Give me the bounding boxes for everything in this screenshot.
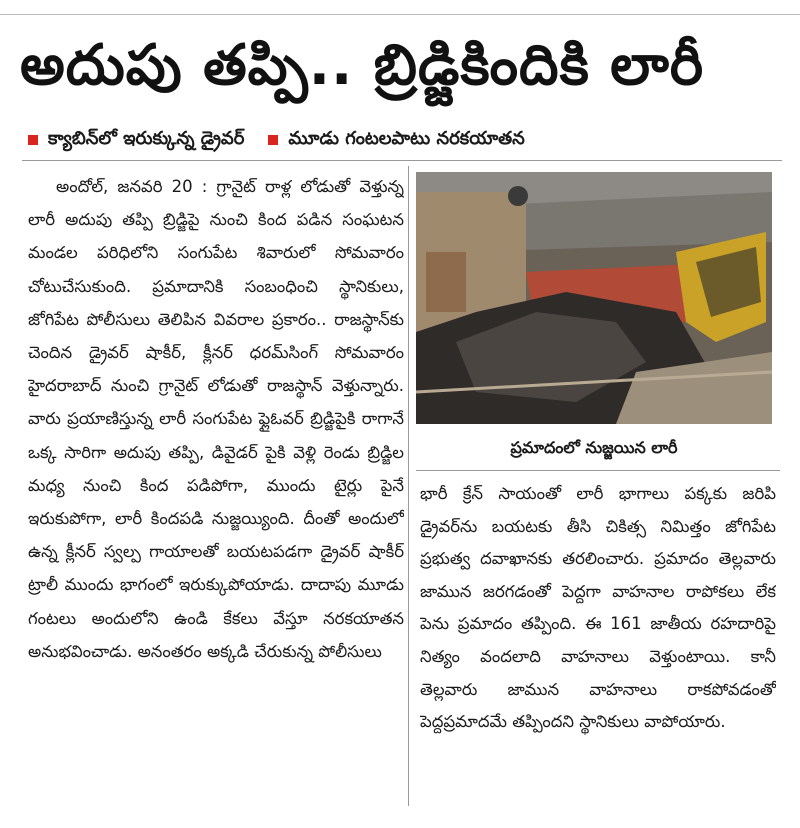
- body-text-2: భారీ క్రేన్ సాయంతో లారీ భాగాలు పక్కకు జరిపి డ్రైవర్‌ను బయటకు తీసి చికిత్స నిమిత్తం జోగిపేట ప్రభుత్వ దవాఖానకు తరలించారు. ప్రమాదం తెల్లవారు జామున జరగడంతో పెద్దగా వాహనాల రాపోకలు లేక పెను ప్రమాదం తప్పింది. ఈ 161 జాతీయ రహదారిపై నిత్యం వందలాది వాహనాలు వెళ్తుంటాయి. కానీ తెల్లవారు జామున వాహనాలు రాకపోవడంతో పెద్దప్రమాదమే తప్పిందని స్థానికులు వాపోయారు.: [420, 484, 776, 732]
- lorry-under-bridge-image: [416, 172, 772, 424]
- red-bullet-icon: [28, 135, 38, 145]
- headline: అదుపు తప్పి.. బ్రిడ్జికిందికి లారీ: [20, 33, 705, 98]
- divider: [22, 160, 782, 161]
- body-column-1: [28, 170, 404, 810]
- body-text-1: అందోల్, జనవరి 20 : గ్రానైట్ రాళ్ల లోడుతో వెళ్తున్న లారీ అదుపు తప్పి బ్రిడ్జిపై నుంచి కింద పడిన సంఘటన మండల పరిధిలోని సంగుపేట శివారులో సోమవారం చోటుచేసుకుంది. ప్రమాదానికి సంబంధించి స్థానికులు, జోగిపేట పోలీసులు తెలిపిన వివరాల ప్రకారం.. రాజస్థాన్‌కు చెందిన డ్రైవర్ షాకీర్, క్లీనర్ ధరమ్‌సింగ్ సోమవారం హైదరాబాద్ నుంచి గ్రానైట్ లోడుతో రాజస్థాన్ వెళ్తున్నారు. వారు ప్రయాణిస్తున్న లారీ సంగుపేట ఫ్లైఓవర్ బ్రిడ్జిపైకి రాగానే ఒక్క సారిగా అదుపు తప్పి, డివైడర్ పైకి వెళ్లి రెండు బ్రిడ్జిల మధ్య నుంచి కింద పడిపోగా, ముందు టైర్లు పైనే ఇరుకుపోగా, లారీ కిందపడి నుజ్జయ్యింది. దీంతో అందులో ఉన్న క్లీనర్ స్వల్ప గాయాలతో బయటపడగా డ్రైవర్ షాకీర్ ట్రాలీ ముందు భాగంలో ఇరుక్కుపోయాడు. దాదాపు మూడు గంటలు అందులోని ఉండి కేకలు వేస్తూ నరకయాతన అనుభవించాడు. అనంతరం అక్కడి చేరుకున్న పోలీసులు: [28, 177, 404, 661]
- subheads: [22, 122, 782, 158]
- cropped-top-strip: [0, 0, 800, 15]
- subhead-1: క్యాబిన్‌లో ఇరుక్కున్న డ్రైవర్: [48, 127, 245, 149]
- caption-divider: [416, 470, 780, 471]
- subhead-2: మూడు గంటలపాటు నరకయాతన: [288, 127, 525, 149]
- body-column-2: [420, 478, 776, 808]
- accident-photo: [416, 172, 772, 424]
- red-bullet-icon: [268, 135, 278, 145]
- photo-caption: ప్రమాదంలో నుజ్జయిన లారీ: [510, 438, 678, 457]
- column-divider: [408, 166, 409, 806]
